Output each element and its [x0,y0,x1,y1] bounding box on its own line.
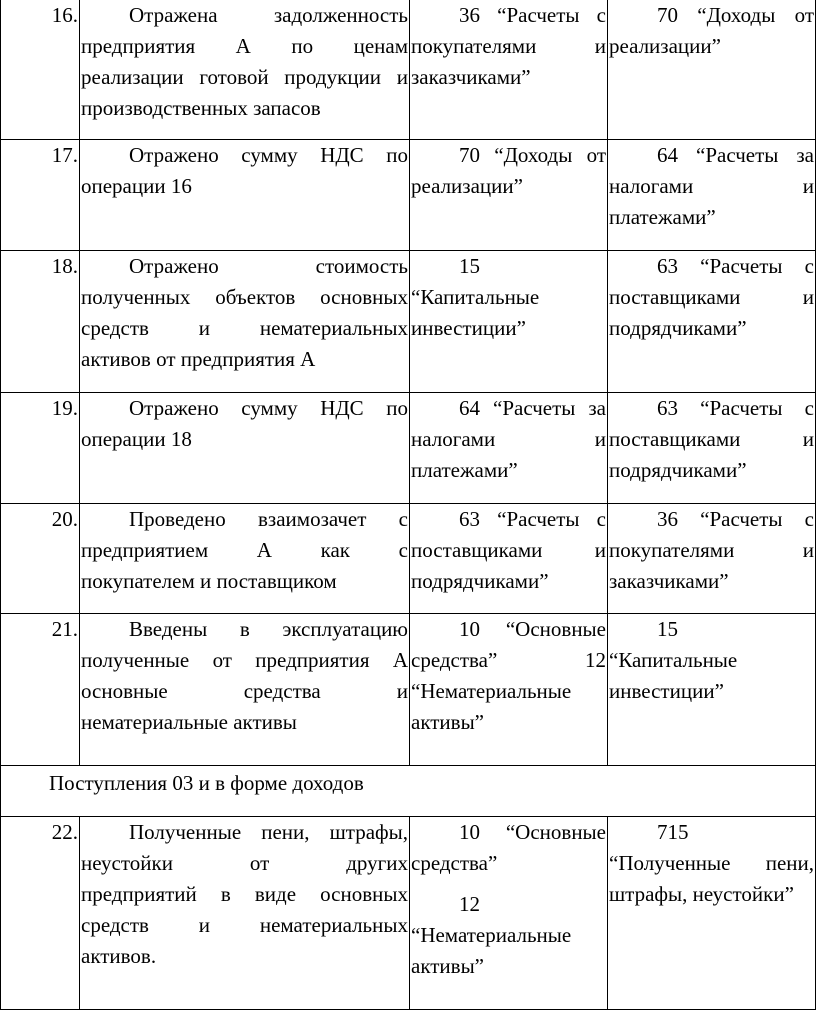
text-line: 12 [459,891,480,916]
text-line: налогами и [609,173,814,198]
operation-description-cell [80,392,410,503]
text-line: активов. [81,943,157,968]
text-line: “Полученные пени, [609,850,814,875]
entry-number-cell [1,613,80,765]
text-line: Отражено сумму НДС по [129,395,408,420]
operation-description-cell [80,816,410,1009]
text-line: средства” [411,850,498,875]
operation-description-cell [80,503,410,613]
text-line: предприятия А по ценам [81,34,408,58]
operation-description-cell [80,0,410,139]
text-line: реализации” [609,34,721,58]
section-title-cell [1,765,816,816]
text-line: 64 “Расчеты за [657,142,814,167]
operation-description-cell [80,613,410,765]
text-line: платежами” [609,204,716,229]
entry-number: 18. [51,253,78,278]
debit-account-cell [410,613,608,765]
text-line: “Нематериальные [411,678,572,703]
text-line: “Капитальные [411,284,540,309]
entry-number-cell [1,0,80,139]
entry-number: 21. [51,616,78,641]
table-row [1,392,816,503]
text-line: поставщиками и [411,537,606,562]
text-line: операции 18 [81,426,192,451]
text-line: 10 “Основные [459,616,606,641]
entry-number: 17. [51,142,78,167]
text-line: неустойки от других [81,850,408,875]
text-line: поставщиками и [609,426,814,451]
text-line: средства” 12 [411,647,606,672]
text-line: инвестиции” [411,315,526,340]
credit-account-cell [608,503,816,613]
text-line: инвестиции” [609,678,724,703]
debit-account-cell [410,139,608,250]
table-row [1,0,816,139]
text-line: Отражено стоимость [129,253,408,278]
text-line: нематериальные активы [81,709,297,734]
operation-description-cell [80,139,410,250]
text-line: 63 “Расчеты с [459,506,606,531]
credit-account-cell [608,250,816,392]
text-line: “Капитальные [609,647,738,672]
debit-account-cell [410,816,608,1009]
text-line: 63 “Расчеты с [657,395,814,420]
text-line: Полученные пени, штрафы, [129,819,408,844]
text-line: предприятий в виде основных [81,881,408,906]
credit-account-cell [608,392,816,503]
text-line: 36 “Расчеты с [657,506,814,531]
credit-account-cell [608,0,816,139]
table-row [1,139,816,250]
text-line: штрафы, неустойки” [609,881,794,906]
text-line: основные средства и [81,678,408,703]
text-line: Введены в эксплуатацию [129,616,408,641]
text-line: покупателем и поставщиком [81,568,337,593]
entry-number-cell [1,139,80,250]
text-line: 63 “Расчеты с [657,253,814,278]
text-line: операции 16 [81,173,192,198]
credit-account-cell [608,139,816,250]
spacer [411,879,606,889]
text-line: Проведено взаимозачет с [129,506,408,531]
text-line: платежами” [411,457,518,482]
section-title: Поступления 03 и в форме доходов [49,770,364,795]
entry-number: 16. [51,3,78,27]
section-row [1,765,816,816]
text-line: полученные от предприятия А [81,647,408,672]
text-line: 64 “Расчеты за [459,395,606,420]
text-line: активы” [411,709,485,734]
text-line: поставщиками и [609,284,814,309]
debit-account-cell [410,0,608,139]
text-line: подрядчиками” [609,457,747,482]
text-line: средств и нематериальных [81,315,408,340]
text-line: средств и нематериальных [81,912,408,937]
text-line: Отражена задолженность [129,3,408,27]
table-row [1,613,816,765]
text-line: активы” [411,953,485,978]
text-line: активов от предприятия А [81,346,316,371]
text-line: 36 “Расчеты с [459,3,606,27]
text-line: покупателями и [609,537,814,562]
text-line: предприятием А как с [81,537,408,562]
text-line: подрядчиками” [411,568,549,593]
operation-description-cell [80,250,410,392]
text-line: 70 “Доходы от [459,142,606,167]
text-line: реализации готовой продукции и [81,65,408,89]
table-row [1,503,816,613]
table-row [1,816,816,1009]
text-line: 715 [657,819,689,844]
entry-number: 20. [51,506,78,531]
debit-account-cell [410,503,608,613]
entry-number: 19. [51,395,78,420]
credit-account-cell [608,816,816,1009]
text-line: заказчиками” [411,65,531,89]
text-line: 15 [459,253,480,278]
text-line: подрядчиками” [609,315,747,340]
entry-number: 22. [51,819,78,844]
text-line: 15 [657,616,678,641]
text-line: производственных запасов [81,96,321,120]
text-line: 10 “Основные [459,819,606,844]
text-line: Отражено сумму НДС по [129,142,408,167]
text-line: 70 “Доходы от [657,3,814,27]
entry-number-cell [1,503,80,613]
text-line: полученных объектов основных [81,284,408,309]
entry-number-cell [1,250,80,392]
text-line: налогами и [411,426,606,451]
entry-number-cell [1,816,80,1009]
text-line: заказчиками” [609,568,729,593]
credit-account-cell [608,613,816,765]
text-line: “Нематериальные [411,922,572,947]
debit-account-cell [410,250,608,392]
text-line: покупателями и [411,34,606,58]
table-row [1,250,816,392]
debit-account-cell [410,392,608,503]
text-line: реализации” [411,173,523,198]
entry-number-cell [1,392,80,503]
